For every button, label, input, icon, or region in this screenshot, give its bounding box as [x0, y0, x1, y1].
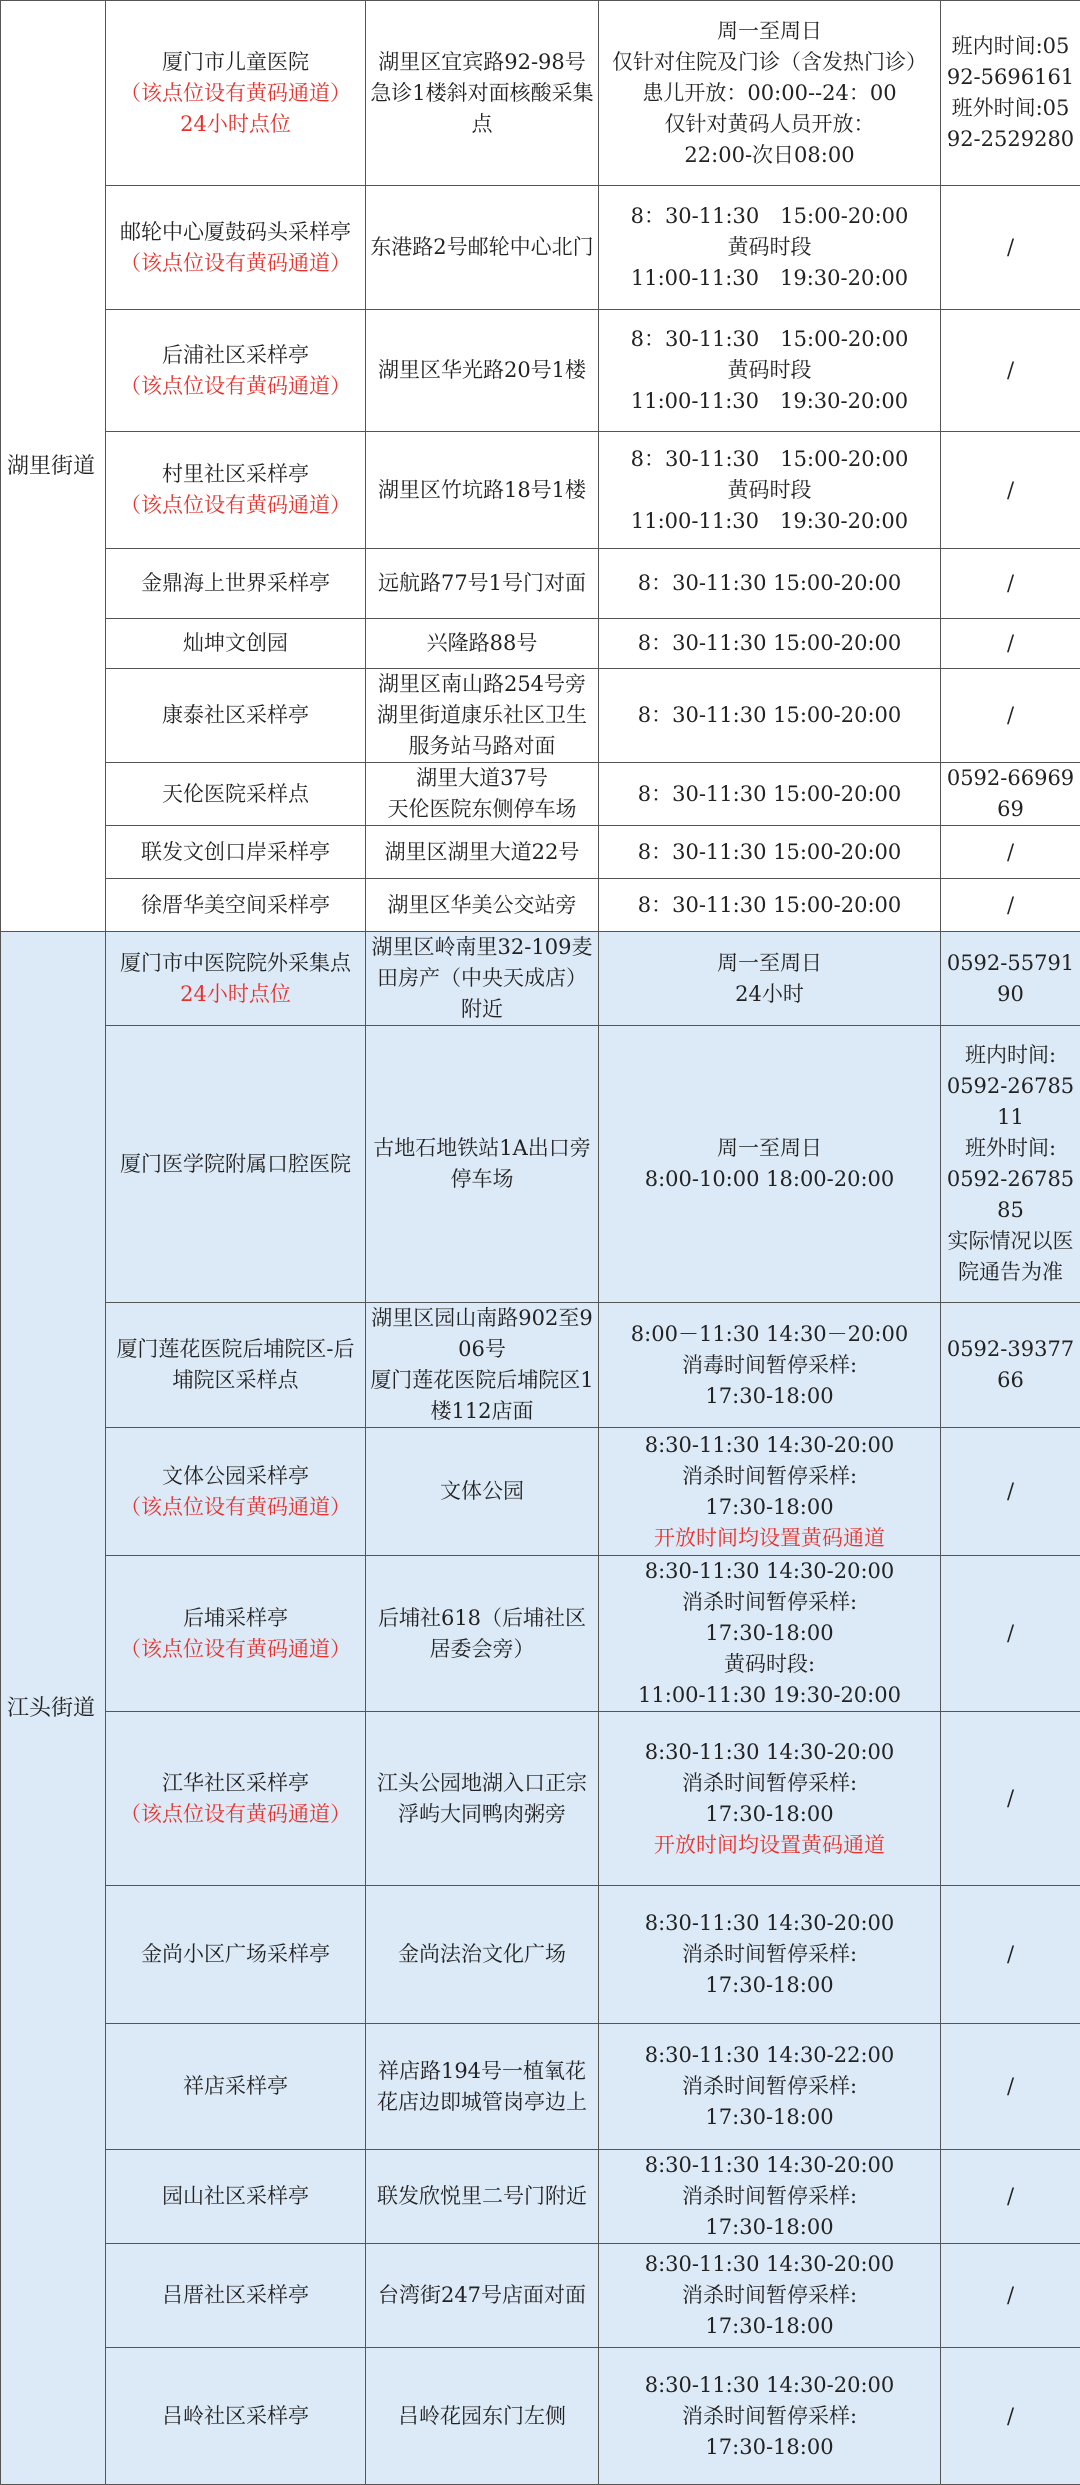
table-row: [1, 1303, 1080, 1428]
address-cell: [366, 763, 599, 826]
address-cell: [366, 1712, 599, 1886]
address-cell: [366, 310, 599, 432]
site-name: 厦门医学院附属口腔医院: [110, 1149, 361, 1180]
phone-cell: [941, 1886, 1080, 2024]
hours-line: 8：30-11:30 15:00-20:00: [603, 779, 936, 810]
phone-line: /: [945, 355, 1076, 386]
address-cell: [366, 1026, 599, 1303]
phone-cell: [941, 1303, 1080, 1428]
phone-cell: [941, 763, 1080, 826]
site-name-cell: [106, 432, 366, 549]
table-row: [1, 1556, 1080, 1712]
street-cell: 湖里街道: [1, 1, 106, 932]
hours-cell: [599, 2244, 941, 2348]
site-name-cell: [106, 763, 366, 826]
site-name-cell: [106, 310, 366, 432]
address-cell: [366, 879, 599, 932]
address-line: 湖里区南山路254号旁湖里街道康乐社区卫生服务站马路对面: [370, 669, 594, 762]
hours-line: 22:00-次日08:00: [603, 140, 936, 171]
hours-line: 消杀时间暂停采样:: [603, 1939, 936, 1970]
phone-line: 班内时间:0592-5696161: [945, 31, 1076, 93]
table-body: [1, 1, 1080, 2485]
site-name-cell: [106, 1, 366, 186]
hours-cell: [599, 1556, 941, 1712]
hours-line: 黄码时段: [603, 475, 936, 506]
phone-line: /: [945, 1618, 1076, 1649]
site-name: 厦门莲花医院后埔院区-后埔院区采样点: [110, 1334, 361, 1396]
site-name-cell: [106, 2024, 366, 2150]
address-line: 远航路77号1号门对面: [370, 568, 594, 599]
address-cell: [366, 1428, 599, 1556]
yellow-code-note: （该点位设有黄码通道）: [110, 371, 361, 402]
phone-line: /: [945, 890, 1076, 921]
phone-line: /: [945, 1476, 1076, 1507]
hours-line: 8:30-11:30 14:30-20:00: [603, 2370, 936, 2401]
phone-line: 0592-6696969: [945, 763, 1076, 825]
phone-cell: [941, 669, 1080, 763]
table-row: [1, 2244, 1080, 2348]
phone-line: /: [945, 700, 1076, 731]
address-line: 湖里区竹坑路18号1楼: [370, 475, 594, 506]
address-line: 天伦医院东侧停车场: [370, 794, 594, 825]
address-cell: [366, 2150, 599, 2244]
hours-line: 8：30-11:30 15:00-20:00: [603, 837, 936, 868]
table-row: [1, 1026, 1080, 1303]
address-line: 联发欣悦里二号门附近: [370, 2181, 594, 2212]
yellow-code-note: （该点位设有黄码通道）: [110, 78, 361, 109]
address-line: 湖里大道37号: [370, 763, 594, 794]
phone-cell: [941, 549, 1080, 619]
hours-line: 黄码时段: [603, 355, 936, 386]
address-line: 金尚法治文化广场: [370, 1939, 594, 1970]
address-cell: [366, 2348, 599, 2485]
phone-cell: [941, 879, 1080, 932]
hours-line: 17:30-18:00: [603, 2212, 936, 2243]
hours-line: 8：30-11:30 15:00-20:00: [603, 568, 936, 599]
phone-line: /: [945, 568, 1076, 599]
hours-line: 17:30-18:00: [603, 1381, 936, 1412]
address-cell: [366, 826, 599, 879]
hours-line: 仅针对住院及门诊（含发热门诊）患儿开放：00:00--24：00: [603, 47, 936, 109]
hours-line: 8：30-11:30 15:00-20:00: [603, 324, 936, 355]
hours-cell: [599, 2150, 941, 2244]
address-line: 江头公园地湖入口正宗浮屿大同鸭肉粥旁: [370, 1768, 594, 1830]
site-name: 厦门市儿童医院: [110, 47, 361, 78]
phone-line: /: [945, 2181, 1076, 2212]
hours-cell: [599, 2348, 941, 2485]
address-cell: [366, 186, 599, 310]
address-cell: [366, 1303, 599, 1428]
site-name-cell: [106, 932, 366, 1026]
address-line: 湖里区华光路20号1楼: [370, 355, 594, 386]
phone-line: /: [945, 2401, 1076, 2432]
address-line: 湖里区湖里大道22号: [370, 837, 594, 868]
address-line: 湖里区华美公交站旁: [370, 890, 594, 921]
phone-line: /: [945, 2071, 1076, 2102]
table-row: [1, 310, 1080, 432]
hours-line: 8:30-11:30 14:30-20:00: [603, 1908, 936, 1939]
hours-line: 17:30-18:00: [603, 2432, 936, 2463]
hours-line: 11:00-11:30 19:30-20:00: [603, 1680, 936, 1711]
site-name-cell: [106, 1556, 366, 1712]
address-line: 祥店路194号一植氧花花店边即城管岗亭边上: [370, 2056, 594, 2118]
phone-cell: [941, 310, 1080, 432]
hours-line: 8:00-10:00 18:00-20:00: [603, 1164, 936, 1195]
yellow-channel-note: 开放时间均设置黄码通道: [603, 1830, 936, 1861]
site-name: 祥店采样亭: [110, 2071, 361, 2102]
site-name: 园山社区采样亭: [110, 2181, 361, 2212]
phone-cell: [941, 1428, 1080, 1556]
hours-line: 8：30-11:30 15:00-20:00: [603, 890, 936, 921]
hours-line: 8:00－11:30 14:30－20:00: [603, 1319, 936, 1350]
phone-line: 班外时间:0592-2529280: [945, 93, 1076, 155]
hours-cell: [599, 1, 941, 186]
hours-cell: [599, 763, 941, 826]
site-name-cell: [106, 669, 366, 763]
site-name-cell: [106, 2348, 366, 2485]
address-cell: [366, 619, 599, 669]
address-line: 吕岭花园东门左侧: [370, 2401, 594, 2432]
hours-line: 11:00-11:30 19:30-20:00: [603, 263, 936, 294]
site-name-cell: [106, 186, 366, 310]
site-name: 金尚小区广场采样亭: [110, 1939, 361, 1970]
table-row: [1, 932, 1080, 1026]
site-name-cell: [106, 1886, 366, 2024]
yellow-channel-note: 开放时间均设置黄码通道: [603, 1523, 936, 1554]
site-name: 厦门市中医院院外采集点: [110, 948, 361, 979]
site-name-cell: [106, 2150, 366, 2244]
table-row: [1, 2024, 1080, 2150]
hours-cell: [599, 310, 941, 432]
hours-cell: [599, 1303, 941, 1428]
hours-line: 黄码时段:: [603, 1649, 936, 1680]
address-cell: [366, 1556, 599, 1712]
hours-line: 消杀时间暂停采样:: [603, 1461, 936, 1492]
address-cell: [366, 932, 599, 1026]
hours-line: 8：30-11:30 15:00-20:00: [603, 700, 936, 731]
phone-line: /: [945, 1939, 1076, 1970]
site-name-cell: [106, 826, 366, 879]
hours-cell: [599, 432, 941, 549]
table-row: [1, 1712, 1080, 1886]
address-line: 文体公园: [370, 1476, 594, 1507]
hours-line: 8：30-11:30 15:00-20:00: [603, 628, 936, 659]
address-line: 急诊1楼斜对面核酸采集点: [370, 78, 594, 140]
hours-cell: [599, 669, 941, 763]
phone-line: 0592-3937766: [945, 1334, 1076, 1396]
table-row: [1, 2348, 1080, 2485]
table-row: [1, 1428, 1080, 1556]
hours-line: 消杀时间暂停采样:: [603, 2280, 936, 2311]
address-cell: [366, 2024, 599, 2150]
table-row: [1, 186, 1080, 310]
hours-line: 8:30-11:30 14:30-20:00: [603, 2249, 936, 2280]
phone-line: /: [945, 1783, 1076, 1814]
phone-line: 0592-2678511: [945, 1071, 1076, 1133]
site-name: 后埔采样亭: [110, 1603, 361, 1634]
site-name-cell: [106, 1303, 366, 1428]
hours-line: 消杀时间暂停采样:: [603, 1587, 936, 1618]
address-line: 古地石地铁站1A出口旁停车场: [370, 1133, 594, 1195]
site-name-cell: [106, 1712, 366, 1886]
site-name-cell: [106, 549, 366, 619]
hours-line: 8:30-11:30 14:30-20:00: [603, 1430, 936, 1461]
phone-cell: [941, 1556, 1080, 1712]
hours-cell: [599, 879, 941, 932]
hours-line: 17:30-18:00: [603, 1492, 936, 1523]
table-row: [1, 879, 1080, 932]
phone-cell: [941, 2348, 1080, 2485]
phone-cell: [941, 619, 1080, 669]
phone-line: /: [945, 475, 1076, 506]
address-cell: [366, 432, 599, 549]
site-name: 天伦医院采样点: [110, 779, 361, 810]
hours-line: 黄码时段: [603, 232, 936, 263]
hours-line: 8:30-11:30 14:30-20:00: [603, 1556, 936, 1587]
yellow-code-note: （该点位设有黄码通道）: [110, 490, 361, 521]
address-line: 兴隆路88号: [370, 628, 594, 659]
phone-cell: [941, 2150, 1080, 2244]
site-name: 吕厝社区采样亭: [110, 2280, 361, 2311]
phone-line: /: [945, 628, 1076, 659]
table-row: [1, 669, 1080, 763]
site-name: 村里社区采样亭: [110, 459, 361, 490]
yellow-code-note: （该点位设有黄码通道）: [110, 1492, 361, 1523]
phone-cell: [941, 826, 1080, 879]
phone-cell: [941, 2024, 1080, 2150]
hours-cell: [599, 1712, 941, 1886]
site-name-cell: [106, 1026, 366, 1303]
site-name: 徐厝华美空间采样亭: [110, 890, 361, 921]
hours-cell: [599, 1886, 941, 2024]
address-cell: [366, 1, 599, 186]
hours-line: 周一至周日: [603, 1133, 936, 1164]
hours-line: 8：30-11:30 15:00-20:00: [603, 444, 936, 475]
hours-cell: [599, 1026, 941, 1303]
site-name-cell: [106, 619, 366, 669]
phone-cell: [941, 932, 1080, 1026]
phone-cell: [941, 2244, 1080, 2348]
site-name-cell: [106, 879, 366, 932]
site-name: 江华社区采样亭: [110, 1768, 361, 1799]
hours-cell: [599, 932, 941, 1026]
hours-cell: [599, 826, 941, 879]
street-cell: 江头街道: [1, 932, 106, 2485]
site-name: 联发文创口岸采样亭: [110, 837, 361, 868]
yellow-code-note: （该点位设有黄码通道）: [110, 1799, 361, 1830]
table-row: [1, 1886, 1080, 2024]
phone-cell: [941, 1026, 1080, 1303]
address-cell: [366, 2244, 599, 2348]
site-name: 灿坤文创园: [110, 628, 361, 659]
hours-line: 周一至周日: [603, 16, 936, 47]
phone-line: 班外时间:: [945, 1133, 1076, 1164]
address-cell: [366, 1886, 599, 2024]
phone-cell: [941, 432, 1080, 549]
hours-line: 消杀时间暂停采样:: [603, 1768, 936, 1799]
hours-line: 17:30-18:00: [603, 2102, 936, 2133]
hours-line: 8：30-11:30 15:00-20:00: [603, 201, 936, 232]
table-row: [1, 432, 1080, 549]
phone-line: 班内时间:: [945, 1040, 1076, 1071]
hours-line: 周一至周日: [603, 948, 936, 979]
address-cell: [366, 549, 599, 619]
yellow-code-note: 24小时点位: [110, 979, 361, 1010]
phone-line: /: [945, 837, 1076, 868]
hours-line: 8:30-11:30 14:30-22:00: [603, 2040, 936, 2071]
address-line: 厦门莲花医院后埔院区1楼112店面: [370, 1365, 594, 1427]
table-row: [1, 549, 1080, 619]
site-name: 文体公园采样亭: [110, 1461, 361, 1492]
table-row: [1, 619, 1080, 669]
site-name-cell: [106, 2244, 366, 2348]
hours-line: 17:30-18:00: [603, 1970, 936, 2001]
address-line: 台湾街247号店面对面: [370, 2280, 594, 2311]
address-line: 东港路2号邮轮中心北门: [370, 232, 594, 263]
yellow-code-note: 24小时点位: [110, 109, 361, 140]
hours-line: 消杀时间暂停采样:: [603, 2071, 936, 2102]
hours-line: 17:30-18:00: [603, 1799, 936, 1830]
table-row: [1, 826, 1080, 879]
table-row: [1, 2150, 1080, 2244]
hours-cell: [599, 549, 941, 619]
hours-line: 消杀时间暂停采样:: [603, 2181, 936, 2212]
address-line: 后埔社618（后埔社区居委会旁）: [370, 1603, 594, 1665]
hours-line: 消毒时间暂停采样:: [603, 1350, 936, 1381]
hours-cell: [599, 2024, 941, 2150]
phone-cell: [941, 186, 1080, 310]
phone-line: 0592-5579190: [945, 948, 1076, 1010]
phone-cell: [941, 1, 1080, 186]
site-name: 邮轮中心厦鼓码头采样亭: [110, 217, 361, 248]
hours-line: 17:30-18:00: [603, 1618, 936, 1649]
site-name-cell: [106, 1428, 366, 1556]
hours-line: 8:30-11:30 14:30-20:00: [603, 1737, 936, 1768]
hours-line: 8:30-11:30 14:30-20:00: [603, 2150, 936, 2181]
phone-line: /: [945, 232, 1076, 263]
address-cell: [366, 669, 599, 763]
phone-cell: [941, 1712, 1080, 1886]
hours-cell: [599, 619, 941, 669]
yellow-code-note: （该点位设有黄码通道）: [110, 248, 361, 279]
site-name: 吕岭社区采样亭: [110, 2401, 361, 2432]
hours-line: 11:00-11:30 19:30-20:00: [603, 386, 936, 417]
hours-line: 17:30-18:00: [603, 2311, 936, 2342]
hours-cell: [599, 1428, 941, 1556]
table-row: [1, 1, 1080, 186]
phone-line: 0592-2678585: [945, 1164, 1076, 1226]
site-name: 康泰社区采样亭: [110, 700, 361, 731]
phone-line: 实际情况以医院通告为准: [945, 1226, 1076, 1288]
address-line: 湖里区园山南路902至906号: [370, 1303, 594, 1365]
hours-line: 24小时: [603, 979, 936, 1010]
phone-line: /: [945, 2280, 1076, 2311]
table-row: [1, 763, 1080, 826]
address-line: 湖里区宜宾路92-98号: [370, 47, 594, 78]
hours-line: 11:00-11:30 19:30-20:00: [603, 506, 936, 537]
address-line: 湖里区岭南里32-109麦田房产（中央天成店）附近: [370, 932, 594, 1025]
hours-cell: [599, 186, 941, 310]
hours-line: 消杀时间暂停采样:: [603, 2401, 936, 2432]
hours-line: 仅针对黄码人员开放：: [603, 109, 936, 140]
site-name: 金鼎海上世界采样亭: [110, 568, 361, 599]
yellow-code-note: （该点位设有黄码通道）: [110, 1634, 361, 1665]
site-name: 后浦社区采样亭: [110, 340, 361, 371]
